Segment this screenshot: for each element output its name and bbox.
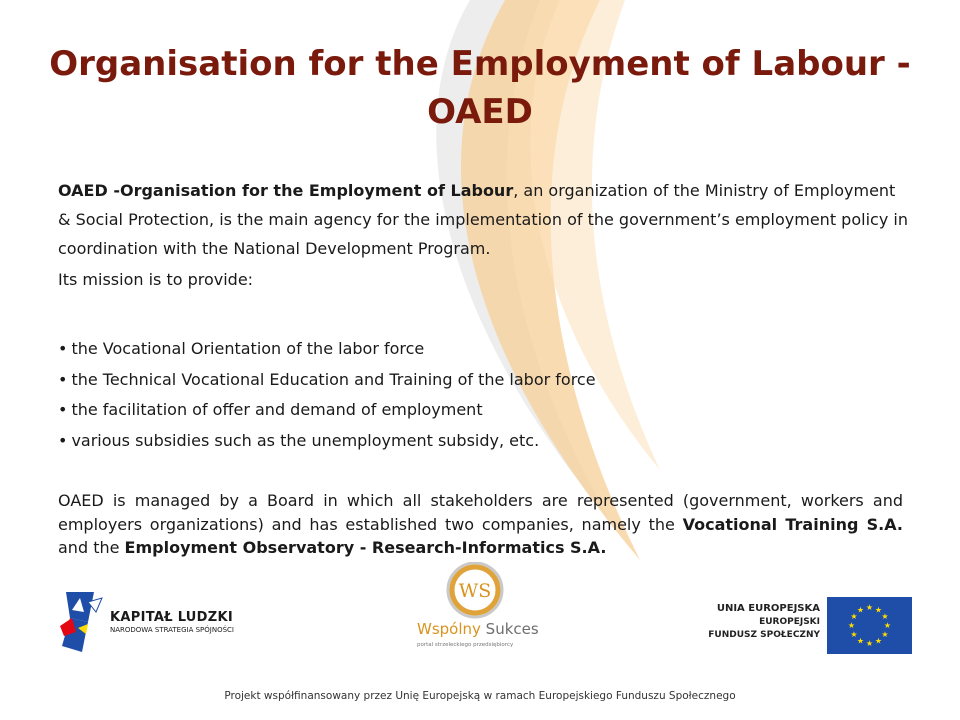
eu-line-1: UNIA EUROPEJSKA <box>716 603 820 614</box>
kapital-ludzki-subtitle: NARODOWA STRATEGIA SPÓJNOŚCI <box>110 626 234 634</box>
eu-text-block <box>690 602 820 642</box>
intro-paragraph <box>58 176 908 263</box>
svg-text:★: ★ <box>856 605 865 615</box>
kapital-ludzki-title: KAPITAŁ LUDZKI <box>110 610 233 625</box>
ws-tagline: portal strzeleckiego przedsiębiorcy <box>417 642 514 648</box>
svg-text:★: ★ <box>881 612 889 621</box>
svg-text:★: ★ <box>856 636 865 646</box>
kapital-ludzki-logo <box>58 588 258 654</box>
svg-text:★: ★ <box>847 621 856 630</box>
kapital-ludzki-emblem-icon <box>58 588 106 654</box>
board-bold2: Employment Observatory - Research-Informatics S.A. <box>124 538 607 557</box>
mission-list <box>58 334 596 456</box>
svg-text:★: ★ <box>850 612 858 621</box>
svg-text:★: ★ <box>883 621 892 630</box>
svg-text:★: ★ <box>865 639 874 648</box>
list-item: • the Technical Vocational Education and Training of the labor force <box>58 365 596 396</box>
board-part1: OAED is managed by a Board in which all stakeholders are represented (government, workers and employers organizations) and has established two companies, namely the <box>58 491 903 534</box>
eu-line-2: EUROPEJSKI <box>759 617 820 627</box>
ws-emblem-icon <box>405 562 555 620</box>
ws-name-first: Wspólny <box>417 620 481 638</box>
intro-bold: OAED -Organisation for the Employment of Labour <box>58 181 514 200</box>
list-item: • the Vocational Orientation of the labor force <box>58 334 596 365</box>
svg-text:★: ★ <box>874 636 883 646</box>
ws-name <box>417 620 539 638</box>
intro-rest: , an organization of the Ministry of Employment & Social Protection, is the main agency for the implementation of the government’s employment policy in coordination with the National Development Program. <box>58 181 908 258</box>
list-item: • various subsidies such as the unemployment subsidy, etc. <box>58 426 596 457</box>
board-bold1: Vocational Training S.A. <box>682 514 904 534</box>
board-part2: and the <box>58 538 125 557</box>
board-paragraph <box>58 489 903 560</box>
svg-text:★: ★ <box>881 630 889 639</box>
slide-title: Organisation for the Employment of Labour - OAED <box>49 44 911 132</box>
svg-text:★: ★ <box>865 603 874 612</box>
ws-name-second: Sukces <box>480 620 539 638</box>
svg-text:★: ★ <box>874 605 883 615</box>
wspolny-sukces-logo <box>405 562 555 660</box>
eu-line-3: FUNDUSZ SPOŁECZNY <box>708 630 820 640</box>
footer-note: Projekt współfinansowany przez Unię Europejską w ramach Europejskiego Funduszu Społecznego <box>224 690 736 702</box>
svg-text:★: ★ <box>850 630 858 639</box>
mission-line: Its mission is to provide: <box>58 270 254 289</box>
ws-initials: WS <box>458 580 492 602</box>
eu-flag-icon <box>827 597 912 654</box>
list-item: • the facilitation of offer and demand of employment <box>58 395 596 426</box>
